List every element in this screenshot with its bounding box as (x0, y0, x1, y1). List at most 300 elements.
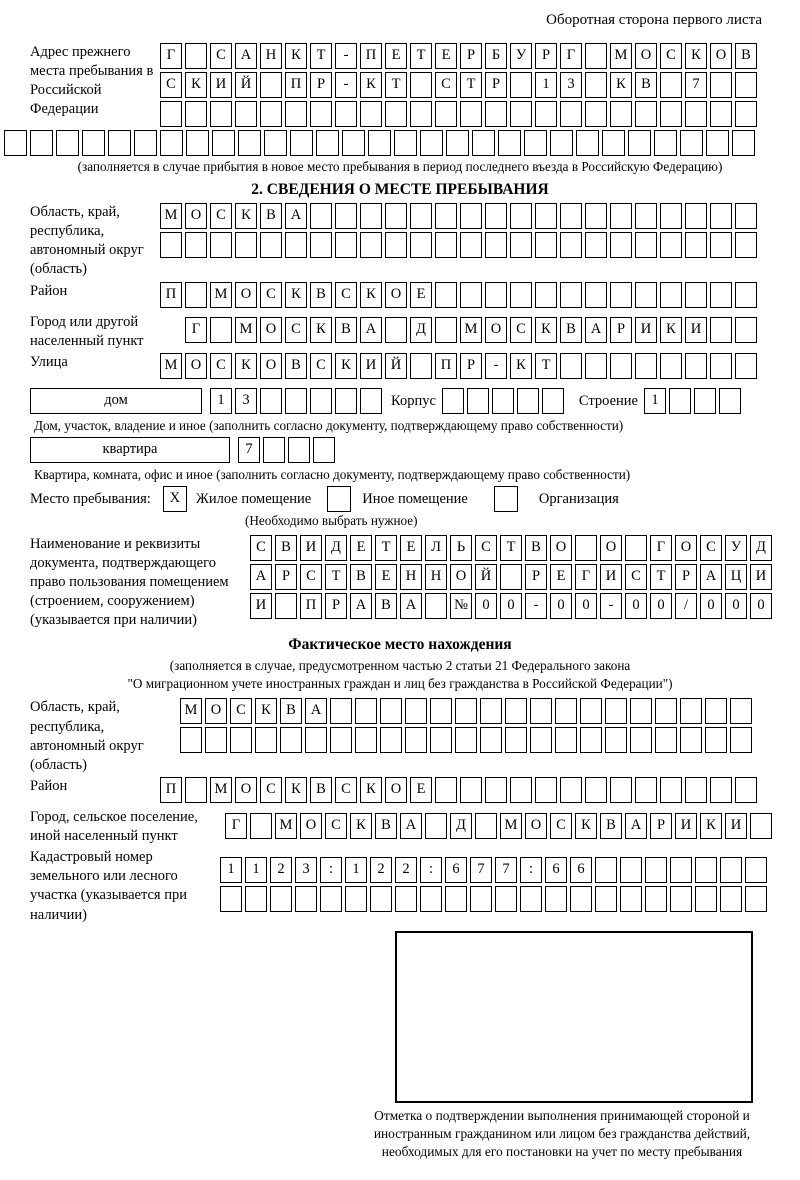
char-box[interactable] (410, 203, 432, 229)
actual-city-row[interactable] (225, 813, 775, 839)
char-box[interactable] (460, 203, 482, 229)
prev-address-row-4[interactable] (4, 130, 800, 156)
char-box[interactable]: И (635, 317, 657, 343)
char-box[interactable]: С (700, 535, 722, 561)
char-box[interactable]: Е (410, 282, 432, 308)
char-box[interactable] (280, 727, 302, 753)
char-box[interactable]: С (260, 282, 282, 308)
char-box[interactable]: О (485, 317, 507, 343)
char-box[interactable]: Р (460, 353, 482, 379)
char-box[interactable] (275, 593, 297, 619)
char-box[interactable]: К (285, 282, 307, 308)
char-box[interactable]: С (230, 698, 252, 724)
char-box[interactable]: Ь (450, 535, 472, 561)
char-box[interactable] (610, 353, 632, 379)
char-box[interactable]: С (335, 282, 357, 308)
char-box[interactable]: Е (435, 43, 457, 69)
char-box[interactable]: Е (350, 535, 372, 561)
char-box[interactable]: Е (375, 564, 397, 590)
char-box[interactable] (535, 203, 557, 229)
char-box[interactable]: 1 (220, 857, 242, 883)
char-box[interactable]: И (750, 564, 772, 590)
char-box[interactable] (285, 232, 307, 258)
char-box[interactable] (530, 727, 552, 753)
char-box[interactable]: М (235, 317, 257, 343)
char-box[interactable]: - (485, 353, 507, 379)
char-box[interactable] (360, 388, 382, 414)
char-box[interactable] (475, 813, 497, 839)
char-box[interactable] (535, 777, 557, 803)
char-box[interactable]: О (260, 317, 282, 343)
char-box[interactable]: К (660, 317, 682, 343)
char-box[interactable] (368, 130, 391, 156)
char-box[interactable]: О (385, 777, 407, 803)
char-box[interactable] (710, 353, 732, 379)
char-box[interactable]: М (210, 777, 232, 803)
char-box[interactable] (460, 101, 482, 127)
char-box[interactable] (695, 857, 717, 883)
actual-district-row[interactable] (160, 777, 760, 803)
char-box[interactable] (460, 282, 482, 308)
char-box[interactable]: 7 (495, 857, 517, 883)
char-box[interactable] (235, 101, 257, 127)
char-box[interactable] (310, 203, 332, 229)
char-box[interactable]: В (285, 353, 307, 379)
char-box[interactable] (660, 101, 682, 127)
char-box[interactable] (576, 130, 599, 156)
char-box[interactable]: Г (185, 317, 207, 343)
char-box[interactable]: О (525, 813, 547, 839)
char-box[interactable]: П (285, 72, 307, 98)
char-box[interactable]: 6 (445, 857, 467, 883)
char-box[interactable]: - (525, 593, 547, 619)
char-box[interactable] (635, 101, 657, 127)
char-box[interactable] (542, 388, 564, 414)
char-box[interactable] (585, 777, 607, 803)
char-box[interactable]: К (185, 72, 207, 98)
char-box[interactable]: 2 (370, 857, 392, 883)
char-box[interactable]: М (275, 813, 297, 839)
char-box[interactable]: М (180, 698, 202, 724)
char-box[interactable] (745, 886, 767, 912)
char-box[interactable]: С (210, 203, 232, 229)
char-box[interactable] (395, 886, 417, 912)
char-box[interactable] (720, 886, 742, 912)
char-box[interactable]: М (610, 43, 632, 69)
char-box[interactable] (370, 886, 392, 912)
char-box[interactable]: С (325, 813, 347, 839)
char-box[interactable]: И (250, 593, 272, 619)
char-box[interactable]: А (585, 317, 607, 343)
char-box[interactable]: В (260, 203, 282, 229)
char-box[interactable] (550, 130, 573, 156)
char-box[interactable]: 3 (295, 857, 317, 883)
char-box[interactable]: Т (650, 564, 672, 590)
char-box[interactable] (555, 698, 577, 724)
char-box[interactable] (710, 203, 732, 229)
char-box[interactable] (560, 282, 582, 308)
char-box[interactable] (555, 727, 577, 753)
char-box[interactable]: Т (410, 43, 432, 69)
char-box[interactable] (4, 130, 27, 156)
char-box[interactable] (645, 857, 667, 883)
char-box[interactable] (695, 886, 717, 912)
char-box[interactable]: Е (400, 535, 422, 561)
char-box[interactable] (660, 232, 682, 258)
char-box[interactable] (435, 777, 457, 803)
char-box[interactable] (30, 130, 53, 156)
char-box[interactable] (435, 282, 457, 308)
char-box[interactable] (685, 282, 707, 308)
char-box[interactable] (635, 232, 657, 258)
char-box[interactable]: А (350, 593, 372, 619)
char-box[interactable]: Н (400, 564, 422, 590)
char-box[interactable] (735, 777, 757, 803)
char-box[interactable]: К (510, 353, 532, 379)
char-box[interactable]: 6 (570, 857, 592, 883)
char-box[interactable] (510, 101, 532, 127)
char-box[interactable] (570, 886, 592, 912)
char-box[interactable] (735, 101, 757, 127)
char-box[interactable]: В (350, 564, 372, 590)
char-box[interactable] (185, 101, 207, 127)
char-box[interactable] (510, 72, 532, 98)
char-box[interactable] (385, 232, 407, 258)
char-box[interactable] (385, 101, 407, 127)
char-box[interactable] (620, 886, 642, 912)
char-box[interactable] (498, 130, 521, 156)
char-box[interactable] (495, 886, 517, 912)
char-box[interactable]: 0 (500, 593, 522, 619)
char-box[interactable] (560, 101, 582, 127)
char-box[interactable] (660, 203, 682, 229)
char-box[interactable] (313, 437, 335, 463)
char-box[interactable] (585, 282, 607, 308)
char-box[interactable]: А (285, 203, 307, 229)
char-box[interactable] (710, 282, 732, 308)
char-box[interactable] (480, 698, 502, 724)
char-box[interactable] (660, 72, 682, 98)
char-box[interactable] (82, 130, 105, 156)
char-box[interactable]: И (210, 72, 232, 98)
char-box[interactable]: Р (525, 564, 547, 590)
char-box[interactable] (735, 72, 757, 98)
char-box[interactable] (260, 232, 282, 258)
char-box[interactable] (467, 388, 489, 414)
char-box[interactable] (745, 857, 767, 883)
char-box[interactable] (670, 857, 692, 883)
char-box[interactable]: 6 (545, 857, 567, 883)
char-box[interactable] (360, 203, 382, 229)
char-box[interactable] (360, 101, 382, 127)
char-box[interactable]: В (310, 777, 332, 803)
char-box[interactable]: С (210, 43, 232, 69)
char-box[interactable] (694, 388, 716, 414)
char-box[interactable]: Е (410, 777, 432, 803)
char-box[interactable]: 7 (238, 437, 260, 463)
korpus-row[interactable] (442, 388, 567, 414)
char-box[interactable]: 3 (560, 72, 582, 98)
char-box[interactable] (685, 203, 707, 229)
city-row[interactable] (185, 317, 760, 343)
char-box[interactable] (635, 353, 657, 379)
char-box[interactable]: П (360, 43, 382, 69)
char-box[interactable] (430, 698, 452, 724)
char-box[interactable] (628, 130, 651, 156)
document-row-1[interactable] (250, 535, 775, 561)
char-box[interactable] (185, 777, 207, 803)
char-box[interactable]: В (600, 813, 622, 839)
char-box[interactable] (316, 130, 339, 156)
char-box[interactable]: К (285, 43, 307, 69)
char-box[interactable]: : (320, 857, 342, 883)
char-box[interactable] (685, 232, 707, 258)
char-box[interactable]: С (435, 72, 457, 98)
char-box[interactable] (535, 282, 557, 308)
char-box[interactable] (410, 232, 432, 258)
actual-region-row-1[interactable] (180, 698, 755, 724)
char-box[interactable] (380, 727, 402, 753)
char-box[interactable]: В (335, 317, 357, 343)
char-box[interactable]: Г (560, 43, 582, 69)
char-box[interactable] (480, 727, 502, 753)
char-box[interactable]: В (560, 317, 582, 343)
char-box[interactable] (410, 353, 432, 379)
char-box[interactable] (732, 130, 755, 156)
char-box[interactable] (235, 232, 257, 258)
char-box[interactable]: К (700, 813, 722, 839)
char-box[interactable] (595, 857, 617, 883)
char-box[interactable]: И (300, 535, 322, 561)
char-box[interactable] (635, 777, 657, 803)
char-box[interactable] (455, 727, 477, 753)
char-box[interactable] (585, 203, 607, 229)
char-box[interactable] (210, 317, 232, 343)
char-box[interactable] (210, 232, 232, 258)
char-box[interactable]: О (260, 353, 282, 379)
char-box[interactable] (250, 813, 272, 839)
char-box[interactable]: Д (450, 813, 472, 839)
char-box[interactable] (260, 388, 282, 414)
char-box[interactable] (335, 232, 357, 258)
char-box[interactable] (535, 232, 557, 258)
char-box[interactable]: С (250, 535, 272, 561)
char-box[interactable]: К (360, 777, 382, 803)
char-box[interactable]: 7 (685, 72, 707, 98)
char-box[interactable]: П (160, 282, 182, 308)
char-box[interactable] (670, 886, 692, 912)
char-box[interactable] (310, 232, 332, 258)
char-box[interactable] (385, 203, 407, 229)
char-box[interactable] (660, 282, 682, 308)
char-box[interactable] (485, 232, 507, 258)
char-box[interactable]: Т (385, 72, 407, 98)
char-box[interactable] (310, 388, 332, 414)
char-box[interactable] (524, 130, 547, 156)
char-box[interactable] (680, 130, 703, 156)
char-box[interactable]: Р (325, 593, 347, 619)
char-box[interactable]: Г (225, 813, 247, 839)
char-box[interactable]: И (685, 317, 707, 343)
char-box[interactable]: К (535, 317, 557, 343)
char-box[interactable] (750, 813, 772, 839)
char-box[interactable]: Н (260, 43, 282, 69)
char-box[interactable] (455, 698, 477, 724)
char-box[interactable]: С (335, 777, 357, 803)
char-box[interactable]: 0 (650, 593, 672, 619)
char-box[interactable] (685, 777, 707, 803)
char-box[interactable] (485, 777, 507, 803)
house-number-row[interactable] (210, 388, 385, 414)
char-box[interactable]: И (600, 564, 622, 590)
char-box[interactable] (180, 727, 202, 753)
char-box[interactable] (545, 886, 567, 912)
char-box[interactable]: В (635, 72, 657, 98)
char-box[interactable]: Ц (725, 564, 747, 590)
char-box[interactable] (610, 232, 632, 258)
char-box[interactable] (517, 388, 539, 414)
char-box[interactable] (186, 130, 209, 156)
region-row-2[interactable] (160, 232, 760, 258)
char-box[interactable]: 1 (245, 857, 267, 883)
char-box[interactable]: Г (650, 535, 672, 561)
char-box[interactable]: А (360, 317, 382, 343)
char-box[interactable]: 2 (270, 857, 292, 883)
char-box[interactable]: А (305, 698, 327, 724)
char-box[interactable] (685, 353, 707, 379)
district-row[interactable] (160, 282, 760, 308)
char-box[interactable]: А (625, 813, 647, 839)
char-box[interactable] (730, 698, 752, 724)
char-box[interactable]: Л (425, 535, 447, 561)
char-box[interactable] (580, 727, 602, 753)
char-box[interactable]: С (210, 353, 232, 379)
prev-address-row-3[interactable] (160, 101, 760, 127)
char-box[interactable]: И (360, 353, 382, 379)
char-box[interactable] (330, 727, 352, 753)
char-box[interactable]: К (335, 353, 357, 379)
street-row[interactable] (160, 353, 760, 379)
char-box[interactable] (288, 437, 310, 463)
char-box[interactable] (425, 593, 447, 619)
char-box[interactable]: Р (485, 72, 507, 98)
char-box[interactable] (160, 232, 182, 258)
char-box[interactable] (380, 698, 402, 724)
apartment-number-row[interactable] (238, 437, 338, 463)
char-box[interactable]: В (275, 535, 297, 561)
char-box[interactable] (420, 886, 442, 912)
char-box[interactable] (710, 232, 732, 258)
char-box[interactable] (625, 535, 647, 561)
char-box[interactable] (520, 886, 542, 912)
char-box[interactable]: М (160, 203, 182, 229)
char-box[interactable] (710, 777, 732, 803)
char-box[interactable] (134, 130, 157, 156)
char-box[interactable]: К (255, 698, 277, 724)
char-box[interactable] (585, 232, 607, 258)
char-box[interactable]: О (235, 282, 257, 308)
char-box[interactable]: П (160, 777, 182, 803)
char-box[interactable]: 1 (535, 72, 557, 98)
char-box[interactable]: О (450, 564, 472, 590)
char-box[interactable] (705, 698, 727, 724)
char-box[interactable] (445, 886, 467, 912)
char-box[interactable] (720, 857, 742, 883)
char-box[interactable]: Й (475, 564, 497, 590)
char-box[interactable]: В (310, 282, 332, 308)
char-box[interactable] (355, 698, 377, 724)
char-box[interactable]: - (335, 72, 357, 98)
char-box[interactable] (560, 353, 582, 379)
char-box[interactable] (285, 101, 307, 127)
char-box[interactable]: 0 (475, 593, 497, 619)
char-box[interactable]: О (550, 535, 572, 561)
char-box[interactable] (585, 353, 607, 379)
char-box[interactable]: 7 (470, 857, 492, 883)
char-box[interactable]: С (475, 535, 497, 561)
char-box[interactable]: 1 (210, 388, 232, 414)
char-box[interactable] (342, 130, 365, 156)
char-box[interactable] (635, 282, 657, 308)
char-box[interactable]: Р (535, 43, 557, 69)
char-box[interactable]: Т (460, 72, 482, 98)
char-box[interactable]: / (675, 593, 697, 619)
char-box[interactable] (635, 203, 657, 229)
char-box[interactable]: 1 (345, 857, 367, 883)
char-box[interactable]: В (375, 813, 397, 839)
char-box[interactable] (260, 72, 282, 98)
actual-region-row-2[interactable] (180, 727, 755, 753)
char-box[interactable] (735, 203, 757, 229)
char-box[interactable] (680, 727, 702, 753)
char-box[interactable]: Р (460, 43, 482, 69)
char-box[interactable] (355, 727, 377, 753)
char-box[interactable] (285, 388, 307, 414)
char-box[interactable] (575, 535, 597, 561)
char-box[interactable]: М (500, 813, 522, 839)
char-box[interactable]: 0 (625, 593, 647, 619)
char-box[interactable] (335, 388, 357, 414)
char-box[interactable] (210, 101, 232, 127)
char-box[interactable]: - (600, 593, 622, 619)
char-box[interactable] (655, 698, 677, 724)
char-box[interactable]: 0 (725, 593, 747, 619)
char-box[interactable] (585, 101, 607, 127)
char-box[interactable]: С (625, 564, 647, 590)
char-box[interactable] (660, 777, 682, 803)
char-box[interactable] (330, 698, 352, 724)
char-box[interactable]: С (260, 777, 282, 803)
char-box[interactable] (735, 232, 757, 258)
char-box[interactable]: С (550, 813, 572, 839)
char-box[interactable]: О (185, 203, 207, 229)
char-box[interactable] (212, 130, 235, 156)
char-box[interactable] (405, 698, 427, 724)
char-box[interactable]: Р (610, 317, 632, 343)
char-box[interactable]: А (250, 564, 272, 590)
char-box[interactable]: Г (160, 43, 182, 69)
char-box[interactable] (305, 727, 327, 753)
char-box[interactable] (185, 232, 207, 258)
char-box[interactable]: 1 (644, 388, 666, 414)
char-box[interactable] (585, 43, 607, 69)
char-box[interactable]: Е (550, 564, 572, 590)
char-box[interactable]: Б (485, 43, 507, 69)
char-box[interactable] (585, 72, 607, 98)
char-box[interactable] (108, 130, 131, 156)
char-box[interactable]: О (600, 535, 622, 561)
char-box[interactable] (602, 130, 625, 156)
